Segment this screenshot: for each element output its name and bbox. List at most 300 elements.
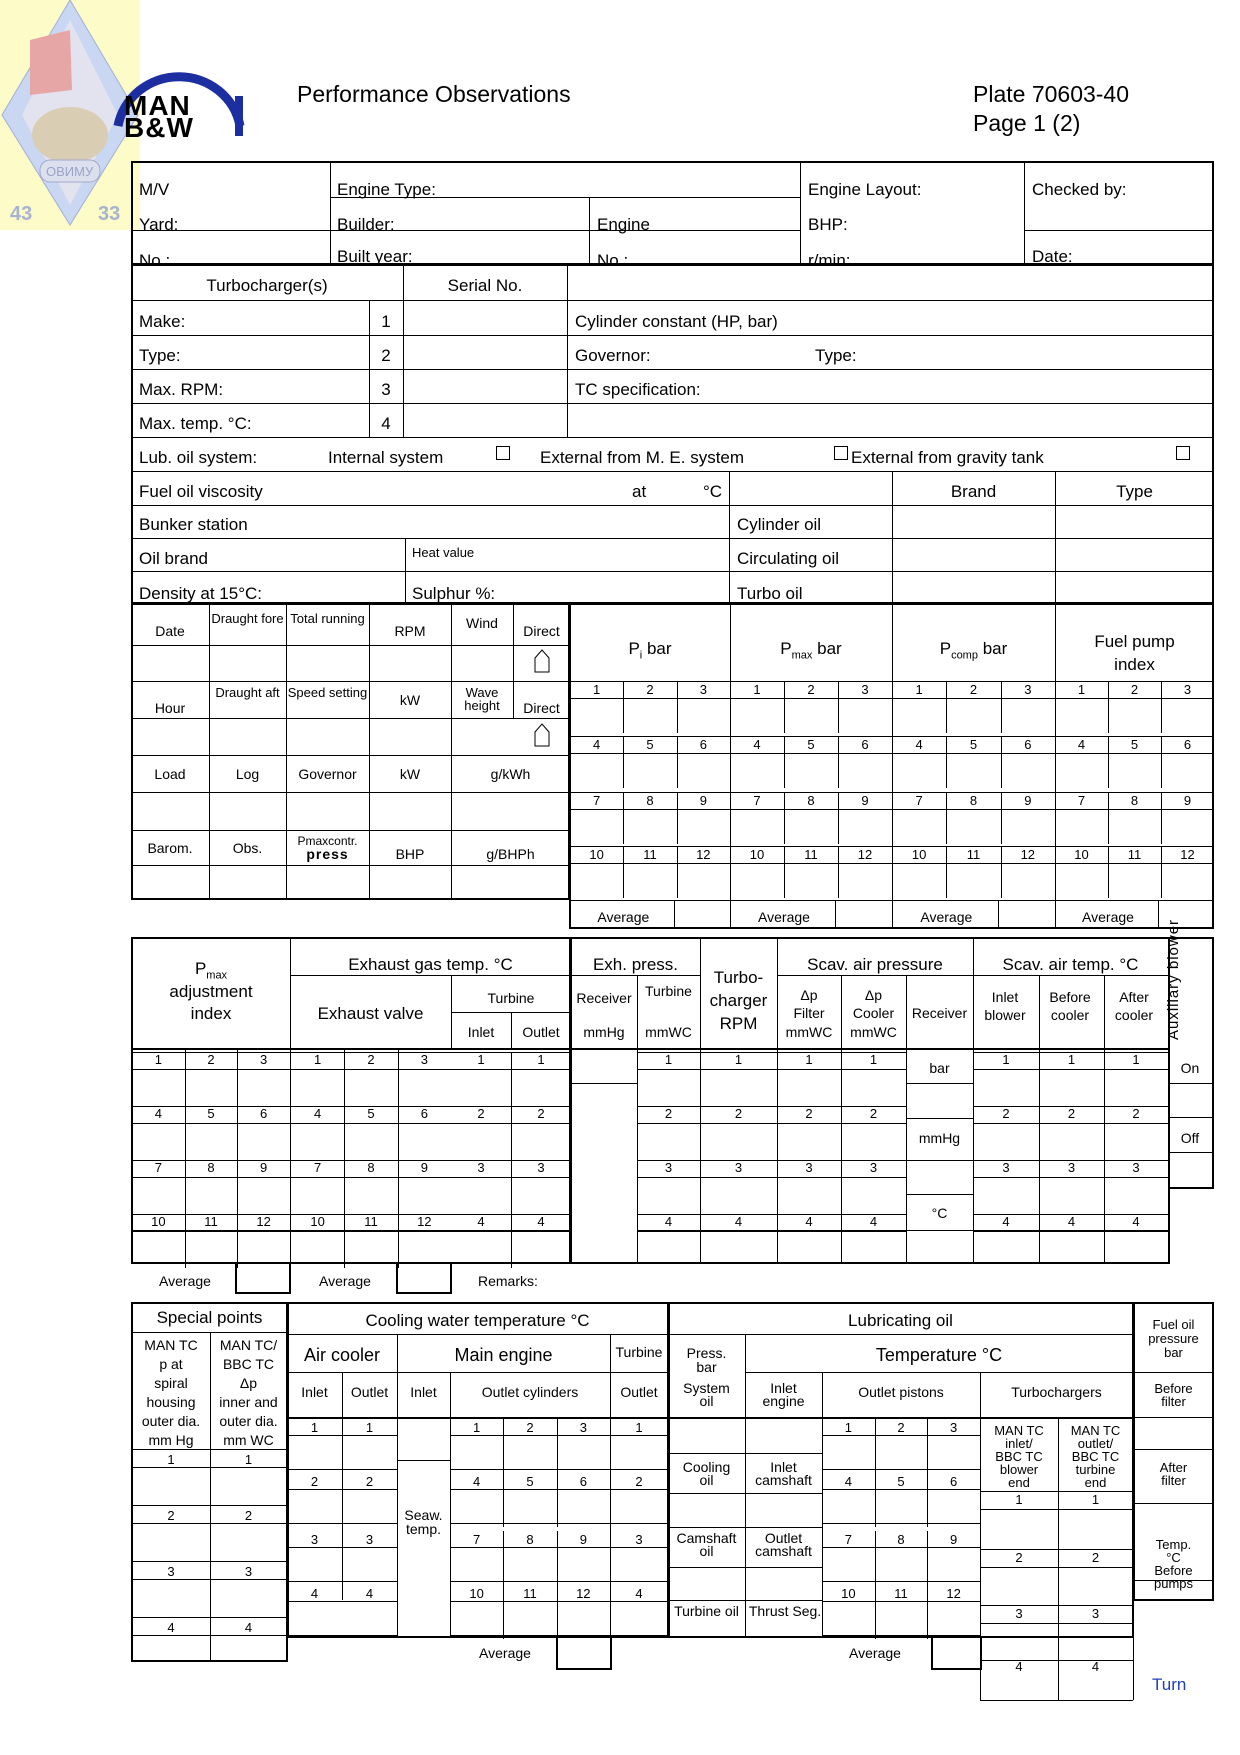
row-number: 2	[1067, 1106, 1076, 1121]
grid-line	[892, 809, 1055, 810]
outlet-piston-number: 12	[946, 1586, 961, 1601]
external-gravity-checkbox[interactable]	[1176, 446, 1190, 460]
watermark-badge: ОВИМУ	[46, 164, 94, 179]
cylinder-constant-label: Cylinder constant (HP, bar)	[575, 312, 778, 331]
grid-line	[730, 753, 892, 754]
cylinder-number: 12	[417, 1214, 432, 1229]
scav-press-header: Scav. air pressure	[807, 955, 943, 974]
turbine-row-number: 1	[537, 1052, 545, 1067]
row-number: 3	[1002, 1160, 1010, 1175]
max-temp-label: Max. temp. °C:	[139, 414, 252, 433]
cylinder-number: 3	[1024, 682, 1032, 697]
grid-line	[132, 1069, 290, 1070]
row-number: 3	[869, 1160, 878, 1175]
cylinder-number: 6	[861, 737, 869, 752]
lub-turbochargers-header: Turbochargers	[1011, 1384, 1102, 1400]
grid-line	[570, 698, 730, 699]
cw-turbine-header: Turbine	[615, 1344, 663, 1360]
row-number: 3	[805, 1160, 813, 1175]
grid-line	[397, 1334, 398, 1638]
lub-tc-number: 3	[1015, 1606, 1023, 1621]
cylinder-number: 2	[367, 1052, 375, 1067]
air-cooler-number: 4	[365, 1586, 374, 1601]
pcomp-sub: comp	[951, 649, 978, 662]
grid-line	[822, 1547, 980, 1548]
man-tc-dp-line: BBC TC	[222, 1356, 275, 1372]
grid-line	[571, 975, 700, 976]
outlet-cylinder-number: 1	[473, 1420, 481, 1435]
wind-direction-arrow-icon	[533, 648, 551, 674]
internal-system-checkbox[interactable]	[496, 446, 510, 460]
builder-label: Builder:	[337, 215, 395, 234]
outlet-camshaft-label	[745, 1532, 822, 1558]
cylinder-number: 9	[420, 1160, 428, 1175]
grid-line	[906, 1160, 973, 1161]
grid-line	[1055, 753, 1214, 754]
outlet-camshaft-line: Outlet	[764, 1530, 803, 1546]
external-me-checkbox[interactable]	[834, 446, 848, 460]
grid-line	[571, 1083, 637, 1084]
exhaust-gas-temp-header: Exhaust gas temp. °C	[348, 955, 513, 974]
grid-line	[132, 1177, 290, 1178]
grid-line	[730, 809, 892, 810]
special-point-number: 2	[244, 1508, 253, 1523]
logo-bw-text: B&W	[124, 112, 194, 143]
lub-oil-header: Lubricating oil	[848, 1311, 953, 1330]
cylinder-number: 7	[1077, 793, 1086, 808]
grid-line	[637, 1123, 700, 1124]
turbine-row-number: 2	[537, 1106, 545, 1121]
camshaft-oil-line: Camshaft	[676, 1530, 737, 1546]
main-engine-header: Main engine	[454, 1345, 553, 1365]
grid-line	[841, 1069, 906, 1070]
outlet-cylinder-number: 10	[469, 1586, 484, 1601]
cylinder-number: 10	[589, 847, 604, 862]
air-cooler-number: 1	[365, 1420, 374, 1435]
grid-line	[1039, 1177, 1104, 1178]
grid-line	[973, 1177, 1039, 1178]
air-cooler-number: 2	[310, 1474, 319, 1489]
rpm-header: RPM	[394, 623, 426, 639]
air-cooler-number: 3	[365, 1532, 374, 1547]
cylinder-number: 6	[1183, 737, 1192, 752]
cylinder-number: 1	[154, 1052, 162, 1067]
man-tc-p-line: outer dia.	[141, 1413, 201, 1429]
row-number: 1	[1067, 1052, 1076, 1067]
grid-line	[637, 1231, 700, 1232]
cylinder-number: 6	[699, 737, 707, 752]
man-tc-p-line: spiral	[154, 1375, 188, 1391]
grid-line	[980, 1700, 1133, 1701]
grid-line	[927, 1473, 928, 1527]
row-number: 2	[1002, 1106, 1010, 1121]
pmax-adj-average-box	[235, 1262, 291, 1294]
grid-line	[450, 1581, 669, 1582]
grid-line	[287, 1334, 669, 1335]
grid-line	[132, 1123, 290, 1124]
grid-line	[730, 863, 892, 864]
gkwh-header: g/kWh	[490, 766, 531, 782]
grid-line	[777, 1123, 841, 1124]
pmax-bar-text: bar	[817, 639, 842, 658]
grid-line	[980, 1491, 1133, 1492]
cylinder-number: 7	[593, 793, 601, 808]
camshaft-oil-line: oil	[699, 1543, 714, 1559]
grid-line	[906, 1083, 973, 1084]
row-number: 4	[664, 1214, 673, 1229]
tc-row-3: 3	[381, 380, 391, 399]
pmax-header	[730, 640, 892, 661]
grid-line	[1104, 1231, 1168, 1232]
man-tc-outlet-line: BBC TC	[1071, 1449, 1120, 1464]
grid-line	[291, 1123, 451, 1124]
pmax-text: P	[780, 639, 792, 658]
cylinder-number: 12	[696, 847, 711, 862]
grid-line	[906, 1118, 973, 1119]
man-tc-dp-line: MAN TC/	[219, 1337, 278, 1353]
watermark-right-number: 33	[98, 203, 121, 225]
grid-line	[1104, 1123, 1168, 1124]
man-tc-outlet-line: outlet/	[1077, 1436, 1114, 1451]
special-point-number: 1	[167, 1452, 175, 1467]
grid-line	[131, 1048, 1168, 1050]
viscosity-at-label: at	[632, 482, 647, 501]
adjustment-index-header: index	[190, 1004, 232, 1023]
yard-no-label: No.:	[139, 251, 171, 270]
cylinder-number: 2	[1130, 682, 1139, 697]
lub-oil-label: Lub. oil system:	[139, 448, 258, 467]
cylinder-number: 5	[207, 1106, 215, 1121]
governor-type-label: Type:	[815, 346, 857, 365]
outlet-cylinder-number: 6	[579, 1474, 587, 1489]
cw-turbine-outlet-header: Outlet	[620, 1384, 658, 1400]
grid-line	[287, 1417, 669, 1419]
press-bar-line: bar	[696, 1359, 717, 1375]
inlet-camshaft-label	[745, 1461, 822, 1487]
man-tc-outlet-line: end	[1084, 1475, 1107, 1490]
pressure-average-label: Average	[597, 909, 650, 925]
wave-direction-arrow-icon	[533, 722, 551, 748]
tc-row-1: 1	[381, 312, 391, 331]
grid-line	[973, 1048, 974, 1264]
brand-header: Brand	[950, 482, 997, 501]
outlet-piston-number: 1	[844, 1420, 852, 1435]
air-cooler-number: 1	[310, 1420, 319, 1435]
cylinder-number: 5	[367, 1106, 375, 1121]
draught-aft-header	[209, 686, 286, 699]
grid-line	[287, 1547, 397, 1548]
rmin-label: r/min:	[808, 251, 851, 270]
row-number: 2	[664, 1106, 673, 1121]
viscosity-degc-label: °C	[703, 482, 723, 501]
pcomp-text: P	[939, 639, 952, 658]
cylinder-number: 9	[1183, 793, 1192, 808]
tc-type-label: Type:	[139, 346, 181, 365]
kw-header-1: kW	[399, 692, 421, 708]
fuel-press-line: Fuel oil	[1152, 1317, 1195, 1332]
tc-spec-label: TC specification:	[575, 380, 701, 399]
cylinder-number: 9	[699, 793, 707, 808]
grid-line	[397, 1460, 450, 1461]
grid-line	[927, 1531, 928, 1585]
grid-line	[841, 1048, 842, 1264]
scav-receiver-degc: °C	[931, 1205, 948, 1221]
grid-line	[570, 863, 730, 864]
grid-line	[570, 604, 571, 929]
grid-line	[875, 1473, 876, 1527]
grid-line	[503, 1473, 504, 1527]
outlet-piston-number: 10	[841, 1586, 856, 1601]
bhp-header: BHP	[395, 846, 425, 862]
engine-layout-label: Engine Layout:	[808, 180, 922, 199]
main-engine-inlet-header: Inlet	[410, 1384, 437, 1400]
row-number: 1	[1132, 1052, 1140, 1067]
cylinder-number: 10	[310, 1214, 325, 1229]
make-label: Make:	[139, 312, 186, 331]
turbine-row-number: 2	[477, 1106, 485, 1121]
exh-mmhg-header: mmHg	[583, 1024, 625, 1040]
grid-line	[637, 1069, 700, 1070]
grid-line	[973, 1069, 1039, 1070]
man-tc-inlet-line: inlet/	[1005, 1436, 1033, 1451]
filter-mmwc-header: mmWC	[785, 1024, 833, 1040]
outlet-pistons-header: Outlet pistons	[858, 1384, 944, 1400]
temp-before-pumps-label	[1133, 1538, 1214, 1590]
aux-blower-on[interactable]: On	[1180, 1060, 1200, 1076]
grid-line	[668, 1600, 822, 1601]
grid-line	[875, 1419, 876, 1473]
cylinder-number: 1	[753, 682, 761, 697]
outlet-piston-number: 8	[897, 1532, 905, 1547]
tc-rpm-header-1: Turbo-	[713, 968, 764, 987]
scav-temp-header: Scav. air temp. °C	[1002, 955, 1139, 974]
fuel-press-line: pressure	[1148, 1331, 1199, 1346]
grid-line	[637, 1230, 1170, 1231]
inlet-engine-line: engine	[762, 1393, 805, 1409]
built-year-label: Built year:	[337, 247, 413, 266]
outlet-cylinder-number: 5	[526, 1474, 534, 1489]
grid-line	[131, 1561, 288, 1562]
grid-line	[1168, 1117, 1214, 1118]
grid-line	[1039, 1123, 1104, 1124]
lub-tc-number: 3	[1091, 1606, 1100, 1621]
cylinder-number: 10	[911, 847, 927, 862]
grid-line	[1039, 1231, 1104, 1232]
grid-line	[980, 1549, 1133, 1550]
turn-link[interactable]: Turn	[1152, 1675, 1187, 1694]
outlet-camshaft-line: camshaft	[755, 1543, 812, 1559]
logo-underline	[235, 96, 243, 136]
cylinder-number: 11	[966, 847, 981, 862]
cylinder-number: 8	[367, 1160, 375, 1175]
filter-header: Filter	[793, 1005, 825, 1021]
lub-tc-number: 2	[1015, 1550, 1023, 1565]
special-points-header: Special points	[156, 1308, 263, 1327]
grid-line	[132, 1231, 290, 1232]
cylinder-number: 5	[646, 737, 654, 752]
external-me-label: External from M. E. system	[540, 448, 745, 467]
grid-line	[287, 1601, 397, 1602]
pressure-average-label: Average	[920, 909, 973, 925]
row-number: 2	[734, 1106, 743, 1121]
pi-text: P	[628, 639, 640, 658]
grid-line	[668, 1493, 822, 1494]
serial-no-header: Serial No.	[447, 276, 523, 295]
grid-line	[503, 1531, 504, 1585]
grid-line	[892, 604, 893, 929]
grid-line	[287, 1435, 397, 1436]
special-point-number: 3	[244, 1564, 253, 1579]
lub-tc-number: 4	[1015, 1659, 1023, 1674]
cylinder-number: 4	[753, 737, 761, 752]
adjustment-header: adjustment	[169, 982, 253, 1001]
turbo-oil-label: Turbo oil	[737, 584, 803, 603]
checked-by-label: Checked by:	[1032, 180, 1127, 199]
cylinder-number: 7	[753, 793, 761, 808]
man-tc-p-line: MAN TC	[144, 1337, 198, 1353]
pmax-adj-sub: max	[206, 969, 228, 982]
date-label: Date:	[1032, 247, 1073, 266]
grid-line	[1168, 1083, 1214, 1084]
grid-line	[822, 1581, 980, 1582]
grid-line	[927, 1585, 928, 1639]
grid-line	[668, 1417, 1134, 1419]
exh-mmwc-header: mmWC	[645, 1024, 692, 1040]
lub-tc-number: 1	[1091, 1492, 1100, 1507]
pressure-average-label: Average	[1082, 909, 1134, 925]
date-header: Date	[155, 623, 185, 639]
press-bar-header	[668, 1346, 745, 1374]
wind-header: Wind	[466, 615, 498, 631]
grid-line	[700, 1069, 777, 1070]
plate-number: Plate 70603-40	[973, 81, 1130, 107]
kw-header-2: kW	[399, 766, 421, 782]
inlet-camshaft-line: camshaft	[755, 1472, 812, 1488]
grid-line	[131, 1523, 288, 1524]
barom-header: Barom.	[147, 840, 193, 856]
cooler-header: Cooler	[852, 1005, 895, 1021]
hour-header: Hour	[154, 700, 186, 716]
pi-bar-text: bar	[646, 639, 672, 658]
grid-line	[892, 698, 1055, 699]
row-number: 2	[1132, 1106, 1140, 1121]
cw-turbine-number: 3	[635, 1532, 643, 1547]
grid-line	[822, 1435, 980, 1436]
outlet-cylinder-number: 3	[579, 1420, 587, 1435]
cylinder-number: 2	[207, 1052, 215, 1067]
cylinder-number: 8	[207, 1160, 215, 1175]
man-tc-p-line: p at	[159, 1356, 183, 1372]
cylinder-number: 5	[969, 737, 978, 752]
row-number: 1	[869, 1052, 878, 1067]
wind-direction-header: Direct	[523, 623, 560, 639]
speed-setting-header	[286, 686, 369, 699]
grid-line	[570, 809, 730, 810]
tc-row-2: 2	[381, 346, 391, 365]
man-tc-inlet-line: BBC TC	[995, 1449, 1043, 1464]
grid-line	[344, 1048, 345, 1052]
row-number: 2	[805, 1106, 813, 1121]
grid-line	[503, 1585, 504, 1639]
grid-line	[700, 1048, 701, 1264]
grid-line	[131, 1635, 288, 1636]
after-filter-line: After	[1159, 1460, 1188, 1475]
aux-blower-off[interactable]: Off	[1180, 1130, 1200, 1146]
grid-line	[450, 1601, 669, 1602]
outlet-cylinder-number: 2	[526, 1420, 534, 1435]
temp-before-line: Temp.	[1155, 1537, 1192, 1552]
grid-line	[1039, 1048, 1040, 1264]
external-gravity-label: External from gravity tank	[851, 448, 1044, 467]
grid-line	[1055, 900, 1214, 901]
outlet-cylinder-number: 4	[473, 1474, 481, 1489]
turbine-row-number: 4	[477, 1214, 485, 1229]
yard-label: Yard:	[139, 215, 179, 234]
grid-line	[980, 1623, 1133, 1624]
outlet-piston-number: 4	[844, 1474, 852, 1489]
outlet-cylinder-number: 8	[526, 1532, 534, 1547]
grid-line	[290, 975, 571, 976]
exh-valve-average-label: Average	[319, 1273, 371, 1289]
inlet-blower-header: Inlet blower	[984, 989, 1026, 1023]
system-oil-line: System	[683, 1380, 730, 1396]
exh-turbine-header: Turbine	[645, 983, 692, 999]
filter-dp-header: Δp	[800, 987, 818, 1003]
draught-fore-header	[209, 612, 286, 625]
grid-line	[131, 1505, 288, 1506]
pmax-adj-average-label: Average	[159, 1273, 211, 1289]
grid-line	[291, 1069, 451, 1070]
grid-line	[287, 1469, 397, 1470]
outlet-piston-number: 2	[897, 1420, 905, 1435]
cw-average-box	[556, 1636, 612, 1670]
mv-label: M/V	[139, 180, 170, 199]
pmax-sub: max	[791, 649, 813, 662]
grid-line	[822, 1601, 980, 1602]
cylinder-number: 1	[915, 682, 923, 697]
cylinder-number: 2	[969, 682, 978, 697]
outlet-cylinder-number: 9	[579, 1532, 587, 1547]
outlet-piston-number: 6	[950, 1474, 958, 1489]
lub-tc-number: 4	[1091, 1659, 1100, 1674]
lub-temperature-header: Temperature °C	[875, 1345, 1003, 1365]
grid-line	[131, 1467, 288, 1468]
cylinder-number: 3	[420, 1052, 428, 1067]
cylinder-number: 6	[420, 1106, 428, 1121]
pcomp-header	[892, 640, 1055, 661]
grid-line	[700, 1177, 777, 1178]
before-filter-header	[1133, 1382, 1214, 1408]
total-running-text: Total running	[290, 611, 365, 626]
grid-line	[131, 1617, 288, 1618]
cw-turbine-number: 2	[635, 1474, 643, 1489]
man-tc-dp-line: inner and	[219, 1394, 278, 1410]
governor-header: Governor	[298, 766, 357, 782]
aux-blower-header: Auxiliary blower	[1165, 918, 1182, 1040]
pmax-adj-text: P	[194, 959, 207, 978]
lub-tc-number: 1	[1015, 1492, 1023, 1507]
cw-turbine-number: 4	[635, 1586, 643, 1601]
fuel-pump-header: Fuel pump	[1094, 632, 1175, 651]
bhp-label: BHP:	[808, 215, 848, 234]
grid-line	[287, 1523, 397, 1524]
cooling-oil-label	[668, 1461, 745, 1487]
cooling-water-header: Cooling water temperature °C	[365, 1311, 590, 1330]
after-cooler-header: After cooler	[1114, 989, 1154, 1023]
grid-line	[398, 1048, 399, 1052]
grid-line	[841, 1231, 906, 1232]
inlet-engine-line: Inlet	[770, 1380, 797, 1396]
